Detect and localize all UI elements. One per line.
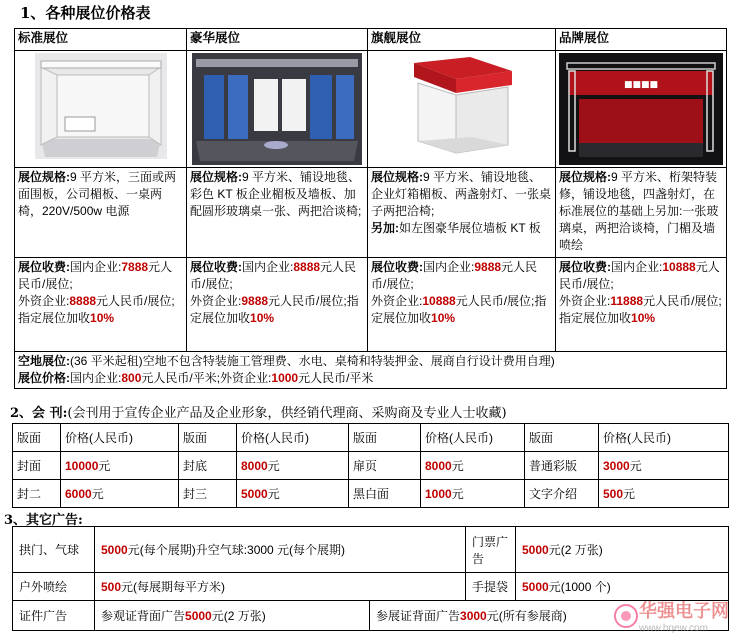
cert-label: 证件广告 (13, 601, 95, 631)
bag-price: 5000元(1000 个) (516, 573, 729, 601)
table-row: 封面 10000元 封底 8000元 扉页 8000元 普通彩版 3000元 (13, 452, 729, 480)
svg-text:■■■■: ■■■■ (623, 80, 659, 90)
catalog-header: 价格(人民币) (599, 424, 729, 452)
outdoor-label: 户外喷绘 (13, 573, 95, 601)
catalog-header: 版面 (13, 424, 61, 452)
deluxe-booth-spec: 展位规格:9 平方米、铺设地毯、彩色 KT 板企业楣板及墙板、加配圆形玻璃桌一张、两把洽谈椅; (187, 168, 368, 258)
outdoor-price: 500元(每展期每平方米) (95, 573, 466, 601)
arch-label: 拱门、气球 (13, 527, 95, 573)
flagship-booth-fee: 展位收费:国内企业:9888元人民币/展位; 外资企业:10888元人民币/展位;指定展位加收10% (368, 258, 556, 352)
bag-label: 手提袋 (466, 573, 516, 601)
brand-booth-fee: 展位收费:国内企业:10888元人民币/展位; 外资企业:11888元人民币/展位;指定展位加收10% (556, 258, 727, 352)
booth-price-table (14, 28, 727, 389)
flagship-booth-image (368, 51, 556, 168)
space-booth-row: 空地展位:(36 平米起租)空地不包含特装施工管理费、水电、桌椅和特装押金、展商自行设计费用自理) 展位价格:国内企业:800元人民币/平米;外资企业:1000元人民币/平米 (15, 352, 727, 389)
booth-name-flagship: 旗舰展位 (368, 29, 556, 51)
arch-price: 5000元(每个展期)升空气球:3000 元(每个展期) (95, 527, 466, 573)
watermark (613, 597, 729, 634)
section1-title: 1、各种展位价格表 (20, 4, 151, 22)
catalog-header: 版面 (349, 424, 421, 452)
catalog-header: 价格(人民币) (421, 424, 525, 452)
deluxe-booth-fee: 展位收费:国内企业:8888元人民币/展位; 外资企业:9888元人民币/展位;指定展位加收10% (187, 258, 368, 352)
catalog-header: 价格(人民币) (61, 424, 179, 452)
catalog-header: 版面 (525, 424, 599, 452)
watermark-text: 华强电子网 (639, 601, 729, 621)
catalog-header: 版面 (179, 424, 237, 452)
catalog-price-table (12, 423, 729, 508)
standard-booth-spec: 展位规格:9 平方米，三面或两面围板，公司楣板、一桌两椅，220V/500w 电源 (15, 168, 187, 258)
deluxe-booth-image (187, 51, 368, 168)
catalog-header: 价格(人民币) (237, 424, 349, 452)
booth-name-brand: 品牌展位 (556, 29, 727, 51)
table-row: 封二 6000元 封三 5000元 黑白面 1000元 文字介绍 500元 (13, 480, 729, 508)
ticket-label: 门票广告 (466, 527, 516, 573)
watermark-logo-icon (613, 603, 639, 629)
exhibitor-cert-ad: 参展证背面广告3000元(所有参展商) (370, 601, 729, 631)
booth-name-standard: 标准展位 (15, 29, 187, 51)
standard-booth-image (15, 51, 187, 168)
section3-title: 3、其它广告: (4, 513, 83, 528)
ticket-price: 5000元(2 万张) (516, 527, 729, 573)
brand-booth-spec: 展位规格:9 平方米、桁架特装修，铺设地毯，四盏射灯，在标准展位的基础上另加:一张玻璃桌，两把洽谈椅，门楣及墙喷绘 (556, 168, 727, 258)
visitor-cert-ad: 参观证背面广告5000元(2 万张) (95, 601, 370, 631)
watermark-url: www.hqew.com (639, 623, 708, 634)
booth-name-deluxe: 豪华展位 (187, 29, 368, 51)
section2-title: 2、会 刊:(会刊用于宣传企业产品及企业形象，供经销代理商、采购商及专业人士收藏) (10, 406, 507, 421)
standard-booth-fee: 展位收费:国内企业:7888元人民币/展位; 外资企业:8888元人民币/展位;指定展位加收10% (15, 258, 187, 352)
flagship-booth-spec: 展位规格:9 平方米、铺设地毯、企业灯箱楣板、两盏射灯、一张桌子两把洽椅; 另加:如左图豪华展位墙板 KT 板 (368, 168, 556, 258)
brand-booth-image (556, 51, 727, 168)
